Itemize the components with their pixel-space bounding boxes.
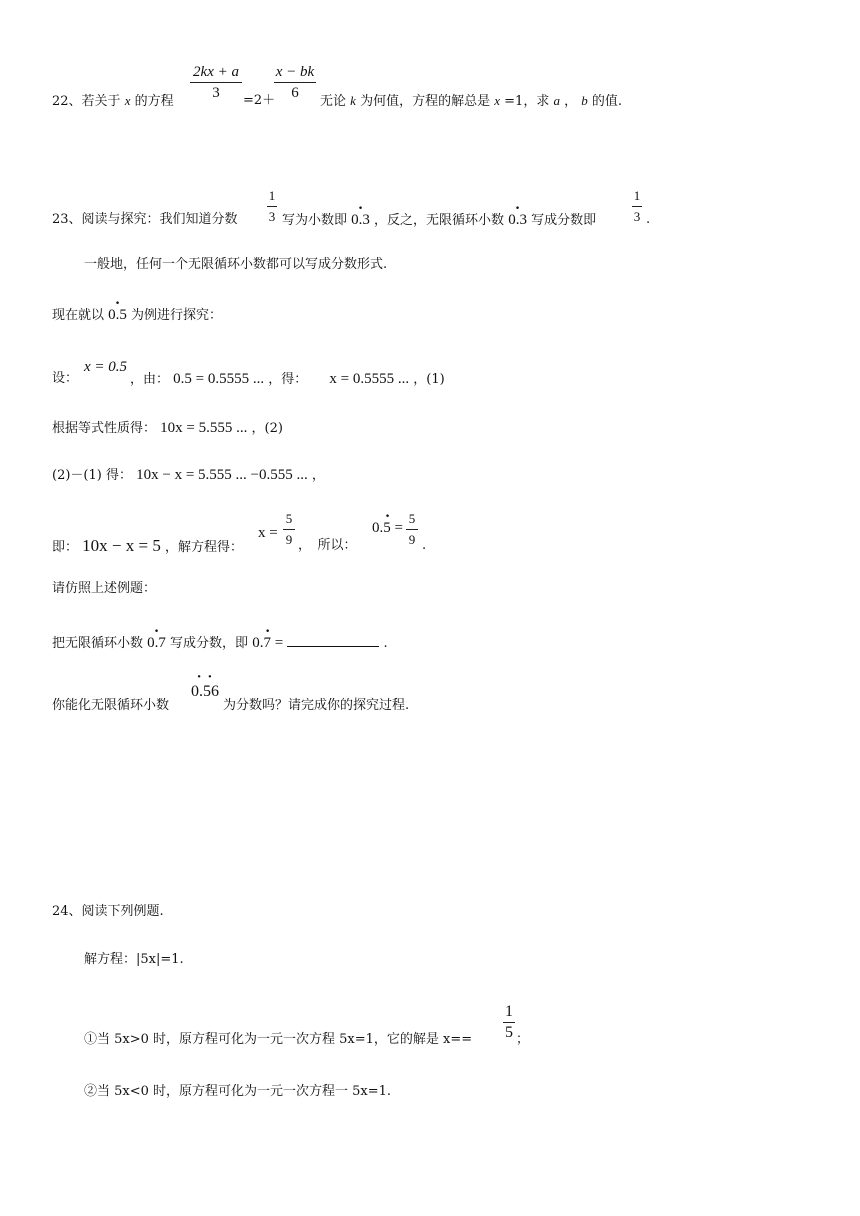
q22-frac2-num: x − bk (275, 64, 315, 80)
q23-l10-a: 你能化无限循环小数 (52, 698, 170, 713)
q23-line4 (52, 370, 78, 388)
q23-l4-d: ，得： (268, 372, 308, 387)
eq-subtract: 10x − x = 5.555 ... −0.555 ... (136, 467, 308, 483)
q23-l1-c: ，反之，无限循环小数 (374, 213, 505, 228)
q22-var-a: a (553, 93, 560, 108)
q23-l4-a: 设： (52, 371, 79, 386)
repeating-decimal-0-3-b: 0.3 · (508, 211, 527, 229)
frac-1-5-num: 1 (505, 1003, 513, 1020)
q23-line1-b (282, 211, 596, 230)
q24-line1: 24、阅读下列例题. (52, 904, 164, 919)
q22-text: 的方程 (134, 94, 174, 109)
q23-l6-c: ， (311, 468, 325, 483)
q24-line4: ②当 5x<0 时，原方程可化为一元一次方程一 5x=1. (84, 1084, 392, 1099)
q23-line10-b: 为分数吗？请完成你的探究过程. (223, 698, 410, 713)
repeating-decimal-0-56: 0.56 · · (191, 683, 219, 700)
q23-l5-c: ，(2) (251, 421, 283, 436)
q23-l3-b: 为例进行探究： (131, 308, 223, 323)
q23-line10 (52, 697, 169, 715)
frac2-5-9-num: 5 (408, 511, 416, 526)
q22-t1: 无论 (320, 94, 347, 109)
q22-tail (320, 92, 622, 111)
q23-line7-g: . (422, 538, 427, 553)
eq-0-5-expand: 0.5 = 0.5555 ... (173, 371, 265, 387)
q24-line2: 解方程：|5x|=1. (84, 952, 184, 967)
q23-line7-e: ， 所以： (298, 538, 357, 553)
q23-line7 (52, 537, 243, 557)
q23-l4-f: ，(1) (413, 372, 445, 387)
q23-frac2-num: 1 (633, 188, 641, 203)
q22-fraction-1 (190, 62, 242, 103)
q23-line3 (52, 306, 222, 325)
q23-fraction-5-9-b (406, 509, 418, 550)
q23-l7-a: 即： (52, 540, 79, 555)
q23-frac-den: 3 (268, 209, 276, 224)
eq-x-0-5: x = 0.5 (84, 359, 128, 375)
q23-fraction-1-3-b (632, 186, 642, 227)
q22-fraction-2 (274, 62, 316, 103)
q23-line9 (52, 632, 388, 653)
q23-fraction-5-9 (283, 509, 295, 550)
repeating-decimal-0-3: 0.3 · (351, 211, 370, 229)
frac2-5-9-den: 9 (408, 532, 416, 547)
q22-var-b: b (581, 93, 588, 108)
q23-frac2-den: 3 (633, 209, 641, 224)
q22-frac1-num: 2kx + a (193, 64, 239, 80)
repeating-decimal-0-7: 0.7 · (147, 634, 166, 652)
eq-0-5-equals: 0.5 = · (372, 519, 403, 537)
q23-line1-e: . (646, 212, 651, 227)
q23-line7-f (372, 519, 403, 537)
q22-var-k: k (350, 93, 356, 108)
q22-eq: =2＋ (243, 93, 276, 108)
q24-line3-b: ； (516, 1032, 530, 1047)
q23-line4-rest (130, 370, 445, 389)
q23-l3-a: 现在就以 (52, 308, 105, 323)
eq-10x: 10x = 5.555 ... (160, 420, 248, 436)
q23-l9-b: 写成分数，即 (170, 636, 249, 651)
q23-l9-d: . (383, 636, 388, 651)
q23-l5-a: 根据等式性质得： (52, 421, 157, 436)
q23-line1-a: 23、阅读与探究：我们知道分数 (52, 212, 238, 227)
q23-l4-b: ，由： (130, 372, 170, 387)
q23-l1-d: 写成分数即 (531, 213, 597, 228)
q23-line5 (52, 419, 283, 438)
q24-line3: ①当 5x>0 时，原方程可化为一元一次方程 5x=1，它的解是 x== (84, 1032, 473, 1047)
eq-result: 10x − x = 5 (82, 536, 161, 555)
q23-line2: 一般地，任何一个无限循环小数都可以写成分数形式. (84, 257, 388, 272)
q23-line10-dec (191, 683, 219, 701)
q22-line (52, 92, 174, 111)
q23-line6 (52, 466, 325, 485)
answer-blank[interactable] (287, 632, 379, 647)
q22-var-x: x (124, 93, 131, 108)
frac-5-9-num: 5 (285, 511, 293, 526)
q22-prefix: 22、若关于 (52, 94, 121, 109)
eq-x-expand: x = 0.5555 ... (329, 371, 410, 387)
q22-frac2-den: 6 (291, 85, 299, 101)
q23-l9-a: 把无限循环小数 (52, 636, 144, 651)
q22-var-x2: x (494, 93, 501, 108)
q24-fraction-1-5 (503, 1002, 515, 1043)
eq-0-7: 0.7 = · (252, 634, 283, 652)
repeating-decimal-0-5: 0.5 · (108, 306, 127, 324)
q23-l6-a: (2)－(1) 得： (52, 468, 132, 483)
q22-t2: 为何值，方程的解总是 (360, 94, 491, 109)
q23-line7-x: x = (258, 525, 278, 541)
q23-fraction-1-3 (267, 186, 277, 227)
q23-line4-x (84, 358, 127, 376)
q22-comma: ， (564, 94, 578, 109)
q22-t3: =1，求 (504, 94, 550, 109)
q23-frac-num: 1 (268, 188, 276, 203)
frac-5-9-den: 9 (285, 532, 293, 547)
q23-l7-c: ，解方程得： (164, 540, 243, 555)
q22-t4: 的值. (591, 94, 623, 109)
q22-frac1-den: 3 (212, 85, 220, 101)
frac-1-5-den: 5 (505, 1024, 513, 1041)
q23-l1-b: 写为小数即 (282, 213, 348, 228)
q23-line8: 请仿照上述例题： (52, 581, 157, 596)
